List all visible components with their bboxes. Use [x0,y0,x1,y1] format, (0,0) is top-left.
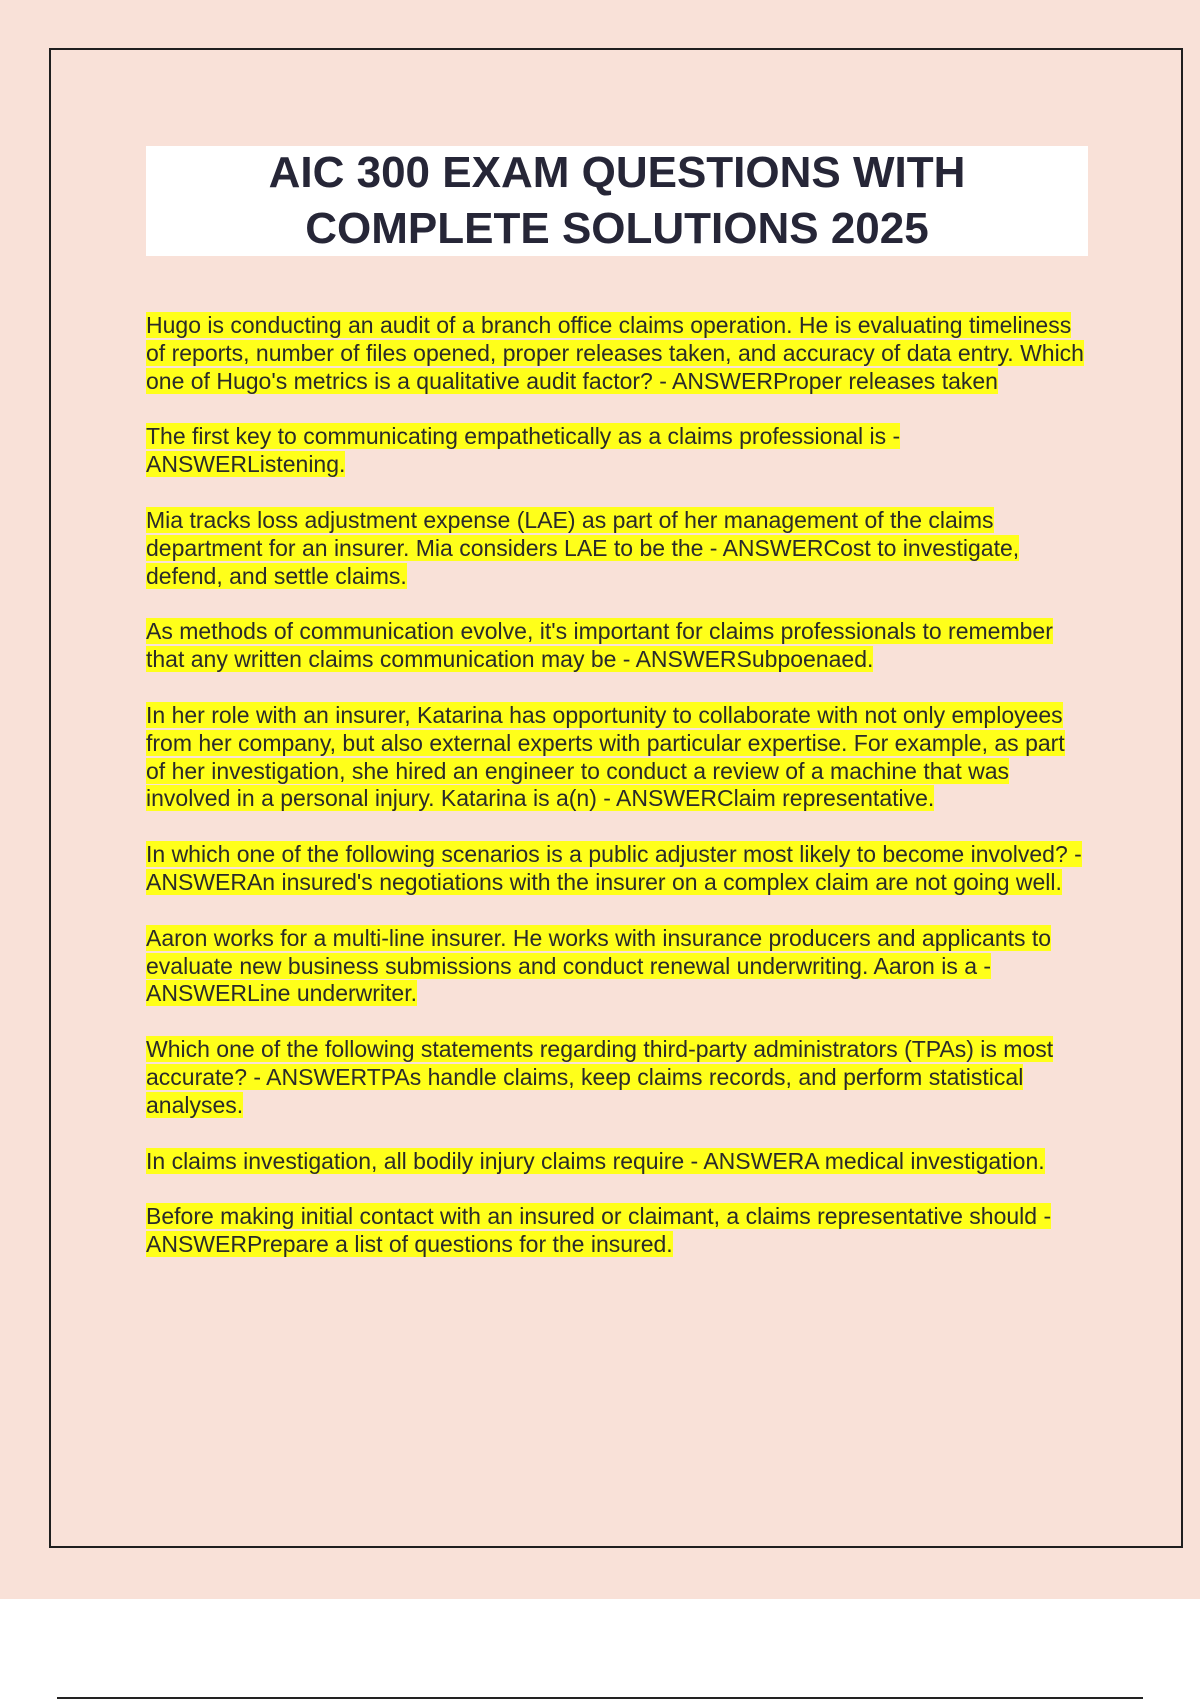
question-text: Aaron works for a multi-line insurer. He works with insurance producers and applicants to evaluate new business submissions and conduct renewal underwriting. Aaron is a - ANSWERLine underwriter. [146,924,1052,1007]
question-text: In her role with an insurer, Katarina has opportunity to collaborate with not only employees from her company, but also external experts with particular expertise. For example, as part of her investigation, she hired an engineer to conduct a review of a machine that was involved in a personal injury. Katarina is a(n) - ANSWERClaim representative. [146,701,1065,812]
question-text: Which one of the following statements regarding third-party administrators (TPAs) is most accurate? - ANSWERTPAs handle claims, keep claims records, and perform statistical analyses. [146,1036,1054,1118]
question-text: Before making initial contact with an insured or claimant, a claims representative should - ANSWERPrepare a list of questions for the insured. [146,1203,1052,1258]
question-item [146,618,1090,674]
document-title: AIC 300 EXAM QUESTIONS WITH COMPLETE SOLUTIONS 2025 [268,148,966,253]
question-text: The first key to communicating empathetically as a claims professional is - ANSWERListening. [146,423,901,478]
footer-divider [57,1697,1143,1699]
question-item [146,507,1090,590]
question-text: In claims investigation, all bodily injury claims require - ANSWERA medical investigation. [146,1147,1045,1174]
question-item [146,1036,1090,1119]
question-item [146,423,1090,479]
question-item [146,1148,1090,1176]
question-text: As methods of communication evolve, it's important for claims professionals to remember that any written claims communication may be - ANSWERSubpoenaed. [146,618,1053,673]
question-list [146,312,1090,1287]
question-text: In which one of the following scenarios is a public adjuster most likely to become involved? - ANSWERAn insured's negotiations with the insurer on a complex claim are not going well. [146,841,1082,895]
question-item [146,925,1090,1008]
question-text: Mia tracks loss adjustment expense (LAE) as part of her management of the claims department for an insurer. Mia considers LAE to be the - ANSWERCost to investigate, defend, and settle claims. [146,506,1020,589]
question-item [146,841,1090,897]
question-item [146,312,1090,395]
title-banner [146,146,1088,256]
question-item [146,1203,1090,1259]
question-item [146,702,1090,813]
question-text: Hugo is conducting an audit of a branch office claims operation. He is evaluating timeliness of reports, number of files opened, proper releases taken, and accuracy of data entry. Which one of Hugo's metrics is a qualitative audit factor? - ANSWERProper releases taken [146,312,1084,394]
